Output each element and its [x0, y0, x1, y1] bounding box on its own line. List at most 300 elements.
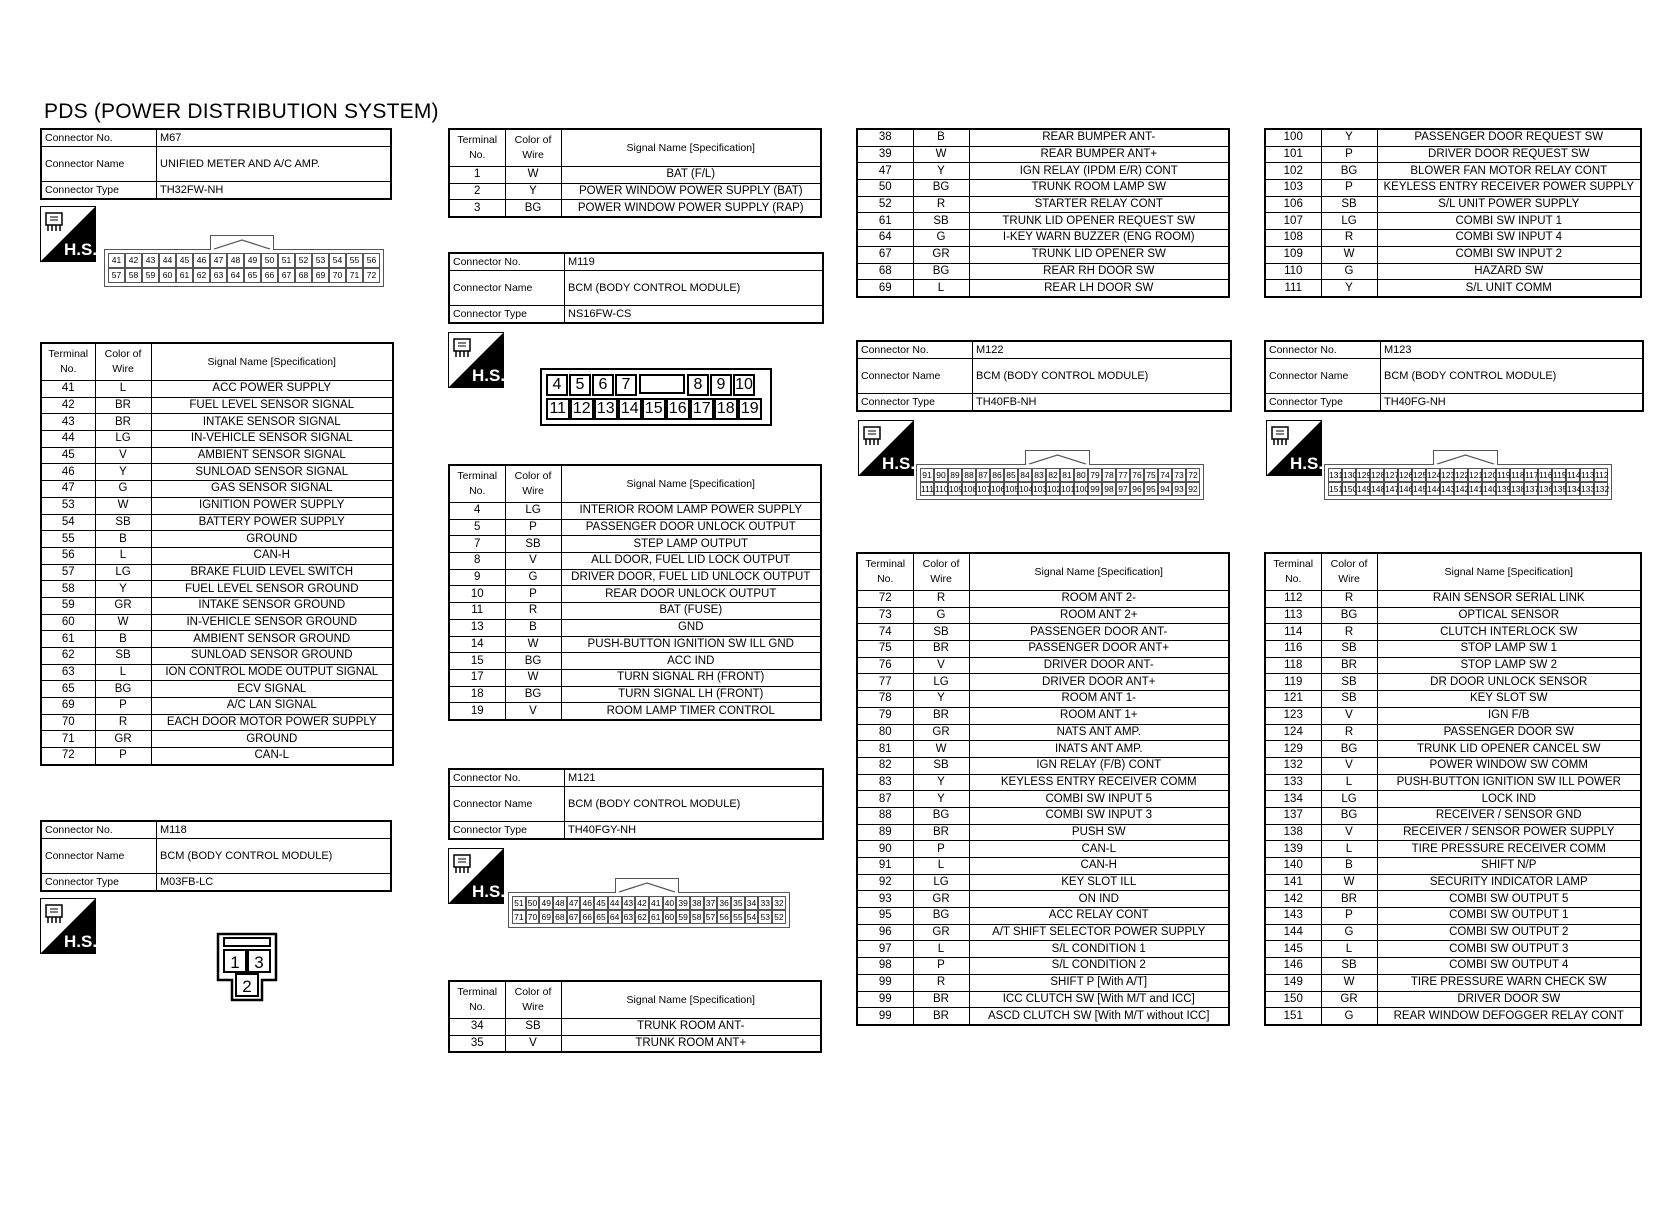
terminal-no: 34 — [449, 1019, 505, 1036]
wire-color: G — [1321, 1008, 1377, 1025]
terminal-no: 140 — [1265, 858, 1321, 875]
connector-pin: 60 — [159, 268, 176, 283]
wire-color: P — [913, 841, 969, 858]
connector-label: Connector No. — [449, 253, 565, 271]
wire-color: BG — [1321, 741, 1377, 758]
wire-color: Y — [913, 774, 969, 791]
signal-name: REAR LH DOOR SW — [969, 280, 1229, 297]
terminal-no: 101 — [1265, 146, 1321, 163]
hs-icon — [1266, 420, 1322, 481]
connector-pin: 36 — [717, 896, 731, 910]
terminal-no: 139 — [1265, 841, 1321, 858]
table-row — [857, 841, 1229, 858]
connector-pin: 11 — [546, 398, 570, 420]
signal-name: COMBI SW INPUT 2 — [1377, 246, 1641, 263]
table-row — [41, 597, 393, 614]
connector-pin: 79 — [1088, 468, 1102, 482]
connector-pin: 105 — [1005, 484, 1020, 494]
wire-color: GR — [913, 246, 969, 263]
terminal-no: 11 — [449, 603, 505, 620]
table-row — [41, 698, 393, 715]
connector-no: M123 — [1381, 341, 1644, 359]
terminal-no: 42 — [41, 397, 95, 414]
connector-label: Connector Type — [449, 306, 565, 324]
connector-pin: 88 — [962, 468, 976, 482]
terminal-no: 102 — [1265, 163, 1321, 180]
wire-color-header: Color of Wire — [913, 553, 969, 591]
table-row — [449, 183, 821, 200]
table-row — [857, 924, 1229, 941]
connector-pin: 86 — [990, 468, 1004, 482]
connector-pin: 134 — [1567, 484, 1582, 494]
hs-icon — [858, 420, 914, 481]
wire-color: BR — [95, 397, 151, 414]
signal-name: ROOM ANT 1+ — [969, 707, 1229, 724]
connector-pin: 136 — [1539, 484, 1554, 494]
terminal-no: 134 — [1265, 791, 1321, 808]
signal-name: COMBI SW INPUT 3 — [969, 807, 1229, 824]
connector-pin: 96 — [1130, 482, 1144, 496]
signal-name: FUEL LEVEL SENSOR SIGNAL — [151, 397, 393, 414]
connector-pin: 98 — [1102, 482, 1116, 496]
table-row — [1265, 824, 1641, 841]
connector-pin: 40 — [663, 896, 677, 910]
table-row — [1265, 757, 1641, 774]
signal-name: FUEL LEVEL SENSOR GROUND — [151, 581, 393, 598]
table-row — [449, 167, 821, 184]
terminal-no: 100 — [1265, 129, 1321, 146]
signal-name: PUSH-BUTTON IGNITION SW ILL GND — [561, 636, 821, 653]
table-row — [1265, 807, 1641, 824]
terminal-no: 132 — [1265, 757, 1321, 774]
terminal-no: 61 — [857, 213, 913, 230]
signal-name: DRIVER DOOR, FUEL LID UNLOCK OUTPUT — [561, 569, 821, 586]
connector-pin: 64 — [608, 910, 622, 924]
table-row — [41, 714, 393, 731]
wire-color: P — [1321, 908, 1377, 925]
terminal-no: 146 — [1265, 958, 1321, 975]
terminal-no: 96 — [857, 924, 913, 941]
signal-name-header: Signal Name [Specification] — [561, 981, 821, 1019]
connector-pin: 70 — [526, 910, 540, 924]
terminal-no: 82 — [857, 757, 913, 774]
signal-name: INATS ANT AMP. — [969, 741, 1229, 758]
wire-color: LG — [913, 674, 969, 691]
connector-pin: 44 — [159, 253, 176, 268]
terminal-no: 65 — [41, 681, 95, 698]
terminal-no: 88 — [857, 807, 913, 824]
signal-name: TURN SIGNAL LH (FRONT) — [561, 686, 821, 703]
connector-pin: 87 — [976, 468, 990, 482]
wire-color: GR — [913, 924, 969, 941]
connector-name: BCM (BODY CONTROL MODULE) — [565, 271, 824, 306]
connector-pin: 118 — [1511, 470, 1525, 480]
connector-pin: 15 — [642, 398, 666, 420]
connector-pin: 18 — [714, 398, 738, 420]
signal-name-header: Signal Name [Specification] — [561, 465, 821, 503]
table-row — [1265, 129, 1641, 146]
connector-pin: 109 — [949, 484, 964, 494]
terminal-no: 10 — [449, 586, 505, 603]
wire-color: G — [1321, 263, 1377, 280]
connector-pin: 48 — [553, 896, 567, 910]
table-row — [1265, 974, 1641, 991]
wire-color: SB — [913, 624, 969, 641]
signal-name: HAZARD SW — [1377, 263, 1641, 280]
terminal-no: 79 — [857, 707, 913, 724]
connector-pin: 133 — [1581, 484, 1596, 494]
connector-pin: 131 — [1329, 470, 1344, 480]
terminal-no: 9 — [449, 569, 505, 586]
wire-color: BR — [913, 824, 969, 841]
table-row — [41, 497, 393, 514]
table-row — [1265, 163, 1641, 180]
wire-color: L — [1321, 941, 1377, 958]
table-row — [1265, 280, 1641, 297]
table-row — [41, 614, 393, 631]
wire-color: BG — [95, 681, 151, 698]
connector-pin: 77 — [1116, 468, 1130, 482]
wire-color: LG — [505, 503, 561, 520]
pin-table-m67 — [40, 342, 394, 766]
connector-pin: 6 — [592, 374, 614, 396]
connector-diagram-m67 — [104, 249, 384, 287]
signal-name: CLUTCH INTERLOCK SW — [1377, 624, 1641, 641]
wire-color: G — [95, 481, 151, 498]
table-row — [1265, 691, 1641, 708]
signal-name: TRUNK ROOM ANT- — [561, 1019, 821, 1036]
table-row — [857, 1008, 1229, 1025]
connector-pin: 44 — [608, 896, 622, 910]
connector-pin: 54 — [329, 253, 346, 268]
connector-pin: 39 — [676, 896, 690, 910]
wire-color-header: Color of Wire — [505, 981, 561, 1019]
wire-color: V — [505, 553, 561, 570]
table-row — [41, 681, 393, 698]
table-row — [449, 200, 821, 217]
table-row — [1265, 908, 1641, 925]
connector-pin: 116 — [1539, 470, 1553, 480]
connector-no: M118 — [157, 821, 392, 839]
wire-color: LG — [1321, 791, 1377, 808]
connector-pin: 5 — [569, 374, 591, 396]
signal-name: BATTERY POWER SUPPLY — [151, 514, 393, 531]
connector-pin: 83 — [1032, 468, 1046, 482]
terminal-no: 123 — [1265, 707, 1321, 724]
connector-name: BCM (BODY CONTROL MODULE) — [973, 359, 1232, 394]
connector-no: M122 — [973, 341, 1232, 359]
terminal-no: 97 — [857, 941, 913, 958]
wire-color: BG — [1321, 607, 1377, 624]
hs-label: H.S. — [1290, 454, 1324, 473]
signal-name: EACH DOOR MOTOR POWER SUPPLY — [151, 714, 393, 731]
connector-pin: 144 — [1427, 484, 1442, 494]
signal-name: STEP LAMP OUTPUT — [561, 536, 821, 553]
table-row — [449, 653, 821, 670]
table-row — [857, 280, 1229, 297]
connector-pin: 59 — [142, 268, 159, 283]
wire-color: BR — [913, 641, 969, 658]
wire-color: W — [913, 741, 969, 758]
connector-diagram-m119 — [540, 368, 772, 426]
connector-pin: 57 — [108, 268, 125, 283]
terminal-no: 8 — [449, 553, 505, 570]
terminal-no: 113 — [1265, 607, 1321, 624]
terminal-no: 111 — [1265, 280, 1321, 297]
wire-color: BR — [1321, 891, 1377, 908]
terminal-no: 145 — [1265, 941, 1321, 958]
hs-label: H.S. — [64, 932, 98, 951]
signal-name: INTAKE SENSOR GROUND — [151, 597, 393, 614]
connector-no: M119 — [565, 253, 824, 271]
terminal-no: 76 — [857, 657, 913, 674]
signal-name: COMBI SW OUTPUT 2 — [1377, 924, 1641, 941]
wire-color: V — [1321, 824, 1377, 841]
signal-name: REAR BUMPER ANT+ — [969, 146, 1229, 163]
signal-name: ROOM ANT 1- — [969, 691, 1229, 708]
signal-name: PUSH-BUTTON IGNITION SW ILL POWER — [1377, 774, 1641, 791]
table-row — [449, 603, 821, 620]
signal-name: BLOWER FAN MOTOR RELAY CONT — [1377, 163, 1641, 180]
terminal-no: 129 — [1265, 741, 1321, 758]
terminal-no: 5 — [449, 519, 505, 536]
signal-name: KEYLESS ENTRY RECEIVER POWER SUPPLY — [1377, 180, 1641, 197]
signal-name-header: Signal Name [Specification] — [969, 553, 1229, 591]
table-row — [857, 874, 1229, 891]
terminal-no: 142 — [1265, 891, 1321, 908]
terminal-no: 63 — [41, 664, 95, 681]
terminal-no: 87 — [857, 791, 913, 808]
connector-pin: 73 — [1172, 468, 1186, 482]
table-row — [1265, 1008, 1641, 1025]
connector-pin: 43 — [622, 896, 636, 910]
table-row — [41, 631, 393, 648]
connector-label: Connector Type — [857, 394, 973, 412]
wire-color: B — [913, 129, 969, 146]
wire-color: LG — [1321, 213, 1377, 230]
wire-color: L — [913, 280, 969, 297]
signal-name: POWER WINDOW SW COMM — [1377, 757, 1641, 774]
terminal-no: 74 — [857, 624, 913, 641]
table-row — [1265, 991, 1641, 1008]
signal-name: SHIFT P [With A/T] — [969, 974, 1229, 991]
terminal-no: 46 — [41, 464, 95, 481]
connector-pin: 76 — [1130, 468, 1144, 482]
terminal-no: 69 — [41, 698, 95, 715]
signal-name: S/L CONDITION 2 — [969, 958, 1229, 975]
signal-name: PASSENGER DOOR REQUEST SW — [1377, 129, 1641, 146]
pin-table-m122 — [856, 552, 1230, 1026]
wire-color: LG — [913, 874, 969, 891]
wire-color: Y — [913, 791, 969, 808]
terminal-no: 133 — [1265, 774, 1321, 791]
hs-icon — [40, 206, 96, 267]
table-row — [857, 129, 1229, 146]
signal-name: BRAKE FLUID LEVEL SWITCH — [151, 564, 393, 581]
signal-name: CAN-L — [969, 841, 1229, 858]
terminal-no: 38 — [857, 129, 913, 146]
table-row — [41, 514, 393, 531]
wire-color: BG — [505, 686, 561, 703]
terminal-no: 58 — [41, 581, 95, 598]
table-row — [857, 263, 1229, 280]
table-row — [449, 569, 821, 586]
connector-label: Connector Name — [41, 147, 157, 182]
terminal-no: 54 — [41, 514, 95, 531]
table-row — [1265, 230, 1641, 247]
wire-color: R — [913, 591, 969, 608]
connector-pin: 123 — [1441, 470, 1456, 480]
terminal-no: 15 — [449, 653, 505, 670]
table-row — [857, 941, 1229, 958]
table-row — [1265, 196, 1641, 213]
connector-pin: 141 — [1469, 484, 1484, 494]
connector-pin: 92 — [1186, 482, 1200, 496]
wire-color: L — [1321, 841, 1377, 858]
terminal-no: 67 — [857, 246, 913, 263]
signal-name: TRUNK ROOM ANT+ — [561, 1035, 821, 1052]
terminal-no: 92 — [857, 874, 913, 891]
wire-color: V — [1321, 707, 1377, 724]
signal-name: COMBI SW OUTPUT 5 — [1377, 891, 1641, 908]
signal-name: COMBI SW INPUT 5 — [969, 791, 1229, 808]
wire-color: LG — [95, 564, 151, 581]
terminal-no: 64 — [857, 230, 913, 247]
connector-pin: 113 — [1581, 470, 1595, 480]
terminal-no: 45 — [41, 447, 95, 464]
terminal-no: 138 — [1265, 824, 1321, 841]
table-row — [1265, 674, 1641, 691]
signal-name: CAN-H — [969, 858, 1229, 875]
connector-pin: 4 — [546, 374, 568, 396]
wire-color: SB — [95, 514, 151, 531]
wire-color: R — [1321, 724, 1377, 741]
signal-name: IGN RELAY (F/B) CONT — [969, 757, 1229, 774]
wire-color: B — [95, 631, 151, 648]
table-row — [857, 230, 1229, 247]
connector-pin: 124 — [1427, 470, 1442, 480]
connector-latch — [1433, 450, 1498, 465]
wire-color: BG — [505, 200, 561, 217]
signal-name: NATS ANT AMP. — [969, 724, 1229, 741]
terminal-no: 78 — [857, 691, 913, 708]
table-row — [449, 536, 821, 553]
table-row — [449, 519, 821, 536]
signal-name: PASSENGER DOOR ANT+ — [969, 641, 1229, 658]
hs-label: H.S. — [64, 240, 98, 259]
signal-name: DRIVER DOOR SW — [1377, 991, 1641, 1008]
connector-pin: 45 — [594, 896, 608, 910]
connector-type: M03FB-LC — [157, 874, 392, 892]
pin-table-m121 — [448, 980, 822, 1053]
connector-pin: 103 — [1033, 484, 1048, 494]
wire-color-header: Color of Wire — [95, 343, 151, 381]
connector-pin: 127 — [1385, 470, 1400, 480]
connector-info-m67 — [40, 128, 392, 200]
terminal-no: 99 — [857, 974, 913, 991]
table-row — [449, 703, 821, 720]
connector-pin: 119 — [1497, 470, 1511, 480]
connector-label: Connector Type — [41, 874, 157, 892]
signal-name: STARTER RELAY CONT — [969, 196, 1229, 213]
connector-pin: 151 — [1329, 484, 1344, 494]
table-row — [1265, 874, 1641, 891]
connector-pin: 114 — [1567, 470, 1581, 480]
connector-pin: 56 — [717, 910, 731, 924]
terminal-no: 53 — [41, 497, 95, 514]
terminal-no: 43 — [41, 414, 95, 431]
wire-color: P — [95, 748, 151, 765]
connector-pin: 132 — [1595, 484, 1610, 494]
connector-pin: 80 — [1074, 468, 1088, 482]
signal-name: SECURITY INDICATOR LAMP — [1377, 874, 1641, 891]
signal-name: PASSENGER DOOR ANT- — [969, 624, 1229, 641]
connector-label: Connector Type — [1265, 394, 1381, 412]
terminal-no: 81 — [857, 741, 913, 758]
table-row — [1265, 958, 1641, 975]
connector-pin: 66 — [261, 268, 278, 283]
connector-key-slot — [639, 374, 685, 394]
pin-table-m122-continued — [1264, 128, 1642, 298]
connector-pin: 72 — [1186, 468, 1200, 482]
connector-pin: 51 — [512, 896, 526, 910]
table-row — [857, 591, 1229, 608]
wire-color: L — [95, 664, 151, 681]
wire-color: SB — [505, 1019, 561, 1036]
signal-name: ACC RELAY CONT — [969, 908, 1229, 925]
wire-color-header: Color of Wire — [505, 465, 561, 503]
signal-name: TRUNK LID OPENER CANCEL SW — [1377, 741, 1641, 758]
wire-color: SB — [505, 536, 561, 553]
wire-color: R — [1321, 624, 1377, 641]
wire-color: L — [913, 941, 969, 958]
wire-color: W — [95, 614, 151, 631]
connector-label: Connector Name — [449, 787, 565, 822]
connector-pin: 42 — [635, 896, 649, 910]
connector-pin: 46 — [580, 896, 594, 910]
connector-pin: 69 — [312, 268, 329, 283]
connector-pin: 99 — [1088, 482, 1102, 496]
wire-color: P — [505, 519, 561, 536]
terminal-no: 114 — [1265, 624, 1321, 641]
connector-pin: 38 — [690, 896, 704, 910]
terminal-no: 98 — [857, 958, 913, 975]
connector-pin: 112 — [1595, 470, 1609, 480]
connector-pin: 93 — [1172, 482, 1186, 496]
connector-pin: 138 — [1511, 484, 1526, 494]
terminal-no: 62 — [41, 648, 95, 665]
terminal-no: 70 — [41, 714, 95, 731]
terminal-no-header: Terminal No. — [449, 129, 505, 167]
connector-info-m121 — [448, 768, 824, 840]
terminal-no: 109 — [1265, 246, 1321, 263]
terminal-no: 112 — [1265, 591, 1321, 608]
wire-color: R — [95, 714, 151, 731]
terminal-no: 77 — [857, 674, 913, 691]
signal-name: DRIVER DOOR ANT- — [969, 657, 1229, 674]
table-row — [857, 691, 1229, 708]
connector-pin: 115 — [1553, 470, 1567, 480]
connector-pin: 8 — [687, 374, 709, 396]
terminal-no: 72 — [857, 591, 913, 608]
table-row — [1265, 624, 1641, 641]
connector-pin: 95 — [1144, 482, 1158, 496]
wire-color: SB — [1321, 691, 1377, 708]
connector-pin: 41 — [649, 896, 663, 910]
wire-color: BR — [913, 1008, 969, 1025]
table-row — [41, 748, 393, 765]
hs-icon — [40, 898, 96, 959]
